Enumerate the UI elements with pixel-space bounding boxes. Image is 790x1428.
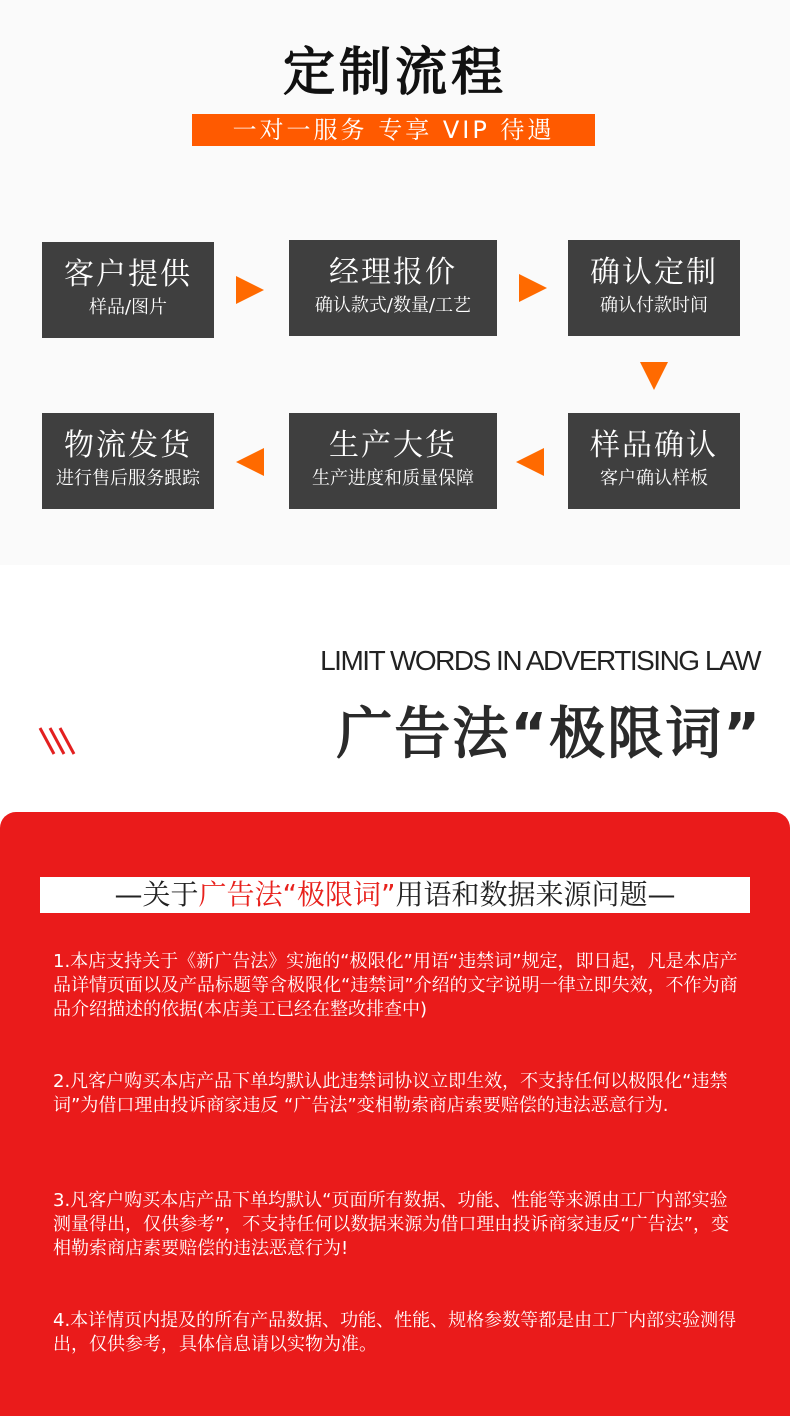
step-subtitle: 确认付款时间 bbox=[600, 295, 708, 316]
step-mass-production bbox=[289, 413, 497, 509]
notice-title-bar bbox=[40, 877, 750, 913]
law-english-title: LIMIT WORDS IN ADVERTISING LAW bbox=[320, 645, 760, 676]
slash-decoration-icon bbox=[38, 726, 82, 758]
step-subtitle: 样品/图片 bbox=[88, 297, 168, 318]
step-confirm-custom bbox=[568, 240, 740, 336]
notice-suffix: 用语和数据来源问题— bbox=[395, 878, 676, 911]
notice-prefix: —关于 bbox=[114, 878, 199, 911]
step-sample-confirm bbox=[568, 413, 740, 509]
step-subtitle: 确认款式/数量/工艺 bbox=[314, 295, 472, 316]
step-title: 客户提供 bbox=[64, 257, 192, 292]
step-subtitle: 生产进度和质量保障 bbox=[312, 468, 474, 489]
notice-paragraph-4: 4.本详情页内提及的所有产品数据、功能、性能、规格参数等都是由工厂内部实验测得出，仅供参考，具体信息请以实物为准。 bbox=[53, 1310, 737, 1355]
notice-paragraph-2: 2.凡客户购买本店产品下单均默认此违禁词协议立即生效，不支持任何以极限化“违禁词”为借口理由投诉商家违反 “广告法”变相勒索商店索要赔偿的违法恶意行为. bbox=[53, 1071, 728, 1116]
law-chinese-title: 广告法“极限词” bbox=[336, 702, 762, 767]
arrow-down-icon bbox=[640, 362, 668, 390]
arrow-right-icon bbox=[519, 274, 547, 302]
step-title: 生产大货 bbox=[329, 428, 457, 463]
service-banner: 一对一服务 专享 VIP 待遇 bbox=[192, 114, 595, 146]
notice-paragraph-1: 1.本店支持关于《新广告法》实施的“极限化”用语“违禁词”规定，即日起，凡是本店产品详情页面以及产品标题等含极限化“违禁词”介绍的文字说明一律立即失效，不作为商品介绍描述的依据(本店美工已经在整改排查中) bbox=[53, 951, 738, 1020]
arrow-left-icon bbox=[236, 448, 264, 476]
step-title: 物流发货 bbox=[64, 428, 192, 463]
step-subtitle: 客户确认样板 bbox=[600, 468, 708, 489]
notice-highlight: 广告法“极限词” bbox=[198, 878, 396, 911]
arrow-left-icon bbox=[516, 448, 544, 476]
notice-paragraph-3: 3.凡客户购买本店产品下单均默认“页面所有数据、功能、性能等来源由工厂内部实验测量得出，仅供参考”，不支持任何以数据来源为借口理由投诉商家违反“广告法”，变相勒索商店素要赔偿的违法恶意行为! bbox=[53, 1190, 729, 1259]
step-title: 确认定制 bbox=[590, 255, 718, 290]
step-logistics bbox=[42, 413, 214, 509]
step-title: 样品确认 bbox=[590, 428, 718, 463]
step-manager-quote bbox=[289, 240, 497, 336]
arrow-right-icon bbox=[236, 276, 264, 304]
step-title: 经理报价 bbox=[329, 255, 457, 290]
page-title: 定制流程 bbox=[282, 43, 507, 103]
step-customer-provide bbox=[42, 242, 214, 338]
step-subtitle: 进行售后服务跟踪 bbox=[56, 468, 200, 489]
